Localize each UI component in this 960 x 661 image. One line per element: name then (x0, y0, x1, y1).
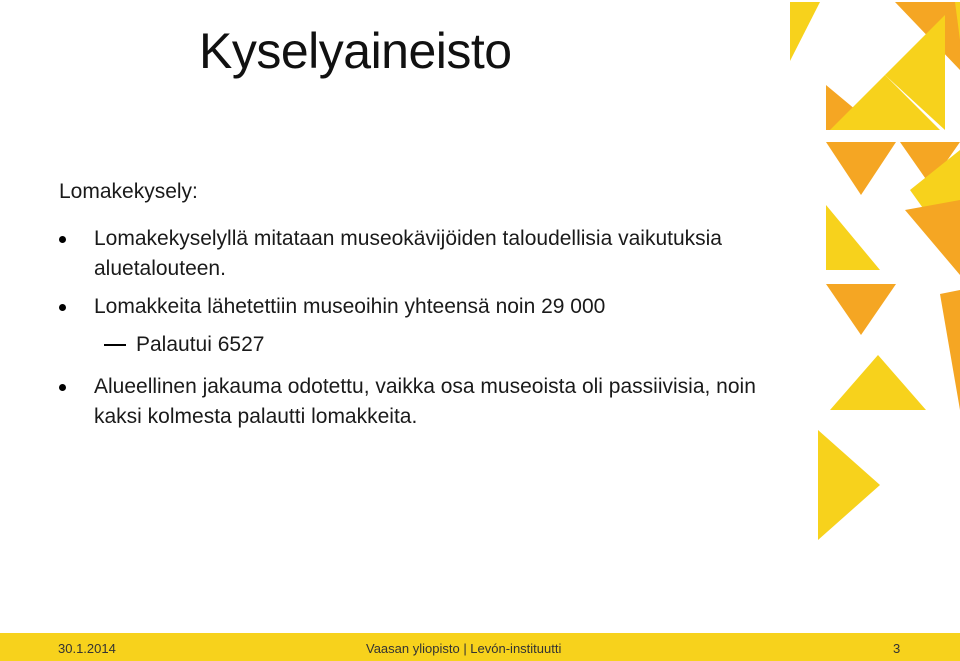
bullet-item (59, 224, 779, 284)
triangle-shape (826, 205, 880, 270)
footer-bar (0, 633, 960, 661)
bullet-icon (59, 236, 66, 243)
triangle-shape (826, 142, 896, 195)
slide-title: Kyselyaineisto (199, 23, 512, 79)
triangle-shape (905, 200, 960, 275)
triangle-shape (818, 430, 880, 540)
triangle-decoration (790, 0, 960, 545)
dash-icon (104, 344, 126, 346)
slide-content (59, 180, 779, 440)
bullet-text: Lomakkeita lähetettiin museoihin yhteensä noin 29 000 (94, 295, 606, 318)
bullet-icon (59, 384, 66, 391)
sub-bullet-item (59, 330, 779, 360)
intro-text: Lomakekysely: (59, 180, 198, 203)
triangle-shape (830, 355, 926, 410)
triangle-shape (940, 290, 960, 410)
bullet-item (59, 372, 779, 432)
sub-bullet-text: Palautui 6527 (136, 333, 265, 356)
triangle-shape (826, 284, 896, 335)
footer-page-number: 3 (893, 641, 901, 656)
bullet-text: Lomakekyselyllä mitataan museokävijöiden taloudellisia vaikutuksia aluetalouteen. (94, 227, 722, 280)
footer-organization: Vaasan yliopisto | Levón-instituutti (366, 641, 562, 656)
triangle-shape (790, 2, 820, 120)
footer-date: 30.1.2014 (58, 641, 116, 656)
bullet-item (59, 292, 779, 322)
bullet-icon (59, 304, 66, 311)
bullet-text: Alueellinen jakauma odotettu, vaikka osa museoista oli passiivisia, noin kaksi kolmesta palautti lomakkeita. (94, 375, 756, 428)
